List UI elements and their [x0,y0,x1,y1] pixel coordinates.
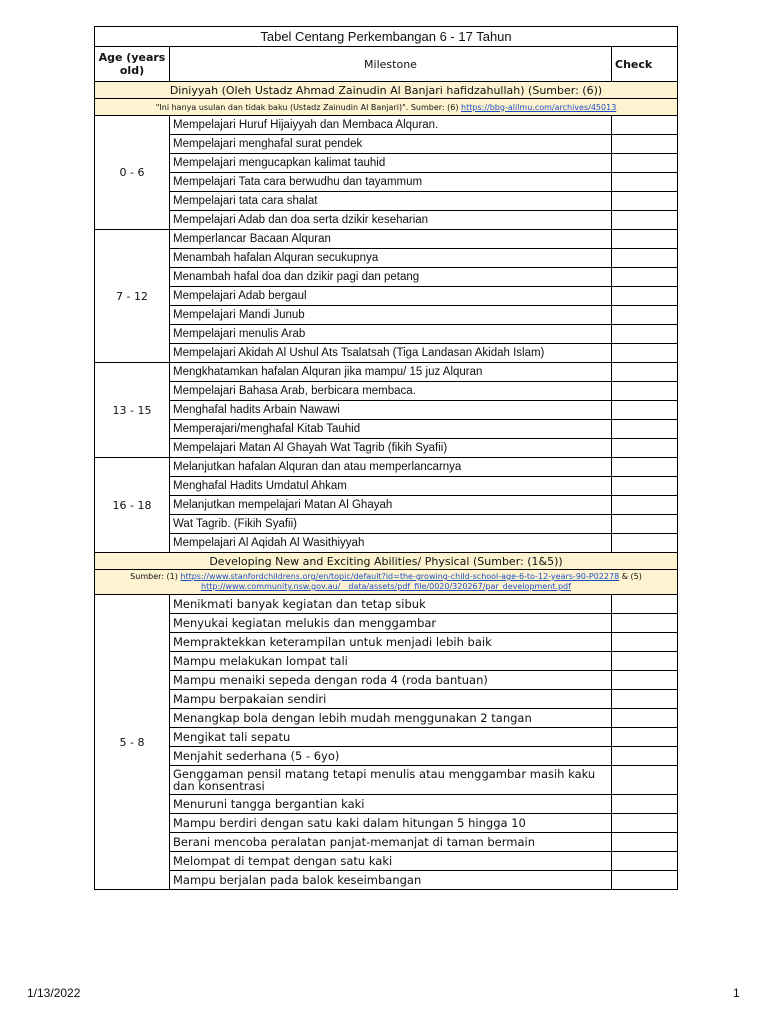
table-row [95,211,678,230]
section-header-row [95,82,678,99]
source-mid: & (5) [619,572,642,581]
table-row [95,795,678,814]
check-cell[interactable] [612,633,678,652]
table-row [95,154,678,173]
table-row [95,728,678,747]
source-prefix: Sumber: (1) [130,572,181,581]
table-row [95,477,678,496]
check-cell[interactable] [612,420,678,439]
milestone-cell: Menambah hafalan Alquran secukupnya [170,249,612,268]
table-row [95,439,678,458]
check-cell[interactable] [612,363,678,382]
table-row [95,690,678,709]
check-cell[interactable] [612,671,678,690]
milestone-cell: Mempelajari menulis Arab [170,325,612,344]
check-cell[interactable] [612,614,678,633]
print-date: 1/13/2022 [27,986,81,1000]
table-row [95,852,678,871]
check-cell[interactable] [612,795,678,814]
check-cell[interactable] [612,325,678,344]
check-column-header: Check [612,47,678,82]
milestone-cell: Mampu berpakaian sendiri [170,690,612,709]
milestone-cell: Melompat di tempat dengan satu kaki [170,852,612,871]
table-row [95,833,678,852]
milestone-cell: Mengikat tali sepatu [170,728,612,747]
check-cell[interactable] [612,728,678,747]
check-cell[interactable] [612,534,678,553]
table-row [95,325,678,344]
age-column-header: Age (years old) [95,47,170,82]
milestone-table [94,26,678,890]
table-row [95,652,678,671]
table-row [95,287,678,306]
check-cell[interactable] [612,871,678,890]
table-row [95,192,678,211]
milestone-cell: Memperajari/menghafal Kitab Tauhid [170,420,612,439]
milestone-cell: Mempelajari Akidah Al Ushul Ats Tsalatsah (Tiga Landasan Akidah Islam) [170,344,612,363]
check-cell[interactable] [612,382,678,401]
milestone-cell: Memperlancar Bacaan Alquran [170,230,612,249]
table-row [95,515,678,534]
milestone-cell: Mengkhatamkan hafalan Alquran jika mampu/ 15 juz Alquran [170,363,612,382]
check-cell[interactable] [612,833,678,852]
table-row [95,871,678,890]
table-row [95,595,678,614]
milestone-cell: Genggaman pensil matang tetapi menulis atau menggambar masih kaku dan konsentrasi [170,766,612,795]
milestone-cell: Mempelajari Tata cara berwudhu dan tayammum [170,173,612,192]
table-row [95,344,678,363]
check-cell[interactable] [612,496,678,515]
milestone-cell: Mempelajari tata cara shalat [170,192,612,211]
check-cell[interactable] [612,268,678,287]
milestone-cell: Mampu menaiki sepeda dengan roda 4 (roda bantuan) [170,671,612,690]
page-number: 1 [733,986,740,1000]
table-row [95,614,678,633]
table-row [95,633,678,652]
check-cell[interactable] [612,344,678,363]
check-cell[interactable] [612,116,678,135]
milestone-cell: Mampu berdiri dengan satu kaki dalam hitungan 5 hingga 10 [170,814,612,833]
table-row [95,306,678,325]
source-link-stanford[interactable]: https://www.stanfordchildrens.org/en/topic/default?id=the-growing-child-school-age-6-to-12-years-90-P02278 [180,572,620,581]
section-title: Diniyyah (Oleh Ustadz Ahmad Zainudin Al Banjari hafidzahullah) (Sumber: (6)) [95,82,678,99]
table-row [95,401,678,420]
source-note [95,99,678,116]
table-row [95,268,678,287]
check-cell[interactable] [612,192,678,211]
age-range-cell: 13 - 15 [95,363,170,458]
milestone-cell: Menangkap bola dengan lebih mudah menggunakan 2 tangan [170,709,612,728]
check-cell[interactable] [612,306,678,325]
table-row [95,496,678,515]
check-cell[interactable] [612,814,678,833]
check-cell[interactable] [612,595,678,614]
age-range-cell: 0 - 6 [95,116,170,230]
source-row [95,99,678,116]
milestone-cell: Melanjutkan hafalan Alquran dan atau memperlancarnya [170,458,612,477]
check-cell[interactable] [612,249,678,268]
check-cell[interactable] [612,747,678,766]
table-row [95,534,678,553]
milestone-cell: Menikmati banyak kegiatan dan tetap sibuk [170,595,612,614]
check-cell[interactable] [612,230,678,249]
source-text: "Ini hanya usulan dan tidak baku (Ustadz Zainudin Al Banjari)". Sumber: (6) [155,102,462,112]
milestone-cell: Menghafal hadits Arbain Nawawi [170,401,612,420]
milestone-cell: Melanjutkan mempelajari Matan Al Ghayah [170,496,612,515]
milestone-cell: Mempelajari Bahasa Arab, berbicara membaca. [170,382,612,401]
milestone-cell: Menghafal Hadits Umdatul Ahkam [170,477,612,496]
table-row [95,814,678,833]
table-row [95,709,678,728]
milestone-cell: Mempelajari Matan Al Ghayah Wat Tagrib (fikih Syafii) [170,439,612,458]
table-row [95,766,678,795]
table-row [95,458,678,477]
check-cell[interactable] [612,766,678,795]
check-cell[interactable] [612,154,678,173]
table-row [95,249,678,268]
table-row [95,116,678,135]
table-row [95,420,678,439]
source-link[interactable]: https://bbg-alilmu.com/archives/45013 [461,102,617,112]
source-row [95,570,678,595]
check-cell[interactable] [612,135,678,154]
milestone-cell: Wat Tagrib. (Fikih Syafii) [170,515,612,534]
age-range-cell: 7 - 12 [95,230,170,363]
milestone-cell: Menyukai kegiatan melukis dan menggambar [170,614,612,633]
check-cell[interactable] [612,401,678,420]
milestone-cell: Mempelajari mengucapkan kalimat tauhid [170,154,612,173]
milestone-cell: Mempelajari menghafal surat pendek [170,135,612,154]
check-cell[interactable] [612,515,678,534]
check-cell[interactable] [612,439,678,458]
milestone-cell: Mempelajari Huruf Hijaiyyah dan Membaca Alquran. [170,116,612,135]
table-row [95,747,678,766]
check-cell[interactable] [612,458,678,477]
age-range-cell: 5 - 8 [95,595,170,890]
check-cell[interactable] [612,690,678,709]
section-header-row [95,553,678,570]
milestone-cell: Menjahit sederhana (5 - 6yo) [170,747,612,766]
check-cell[interactable] [612,287,678,306]
check-cell[interactable] [612,652,678,671]
check-cell[interactable] [612,477,678,496]
milestone-cell: Mampu melakukan lompat tali [170,652,612,671]
milestone-column-header: Milestone [170,47,612,82]
table-title: Tabel Centang Perkembangan 6 - 17 Tahun [95,27,678,47]
check-cell[interactable] [612,709,678,728]
milestone-cell: Mempraktekkan keterampilan untuk menjadi lebih baik [170,633,612,652]
table-row [95,671,678,690]
source-note [95,570,678,595]
age-range-cell: 16 - 18 [95,458,170,553]
table-row [95,382,678,401]
table-row [95,173,678,192]
section-title: Developing New and Exciting Abilities/ Physical (Sumber: (1&5)) [95,553,678,570]
check-cell[interactable] [612,173,678,192]
check-cell[interactable] [612,211,678,230]
source-link-nsw[interactable]: http://www.community.nsw.gov.au/__data/assets/pdf_file/0020/320267/par_development.pdf [201,582,571,591]
check-cell[interactable] [612,852,678,871]
table-row [95,135,678,154]
milestone-cell: Mempelajari Al Aqidah Al Wasithiyyah [170,534,612,553]
table-row [95,363,678,382]
milestone-cell: Mampu berjalan pada balok keseimbangan [170,871,612,890]
milestone-cell: Menuruni tangga bergantian kaki [170,795,612,814]
milestone-cell: Mempelajari Mandi Junub [170,306,612,325]
table-row [95,230,678,249]
milestone-cell: Mempelajari Adab dan doa serta dzikir keseharian [170,211,612,230]
milestone-cell: Mempelajari Adab bergaul [170,287,612,306]
milestone-cell: Berani mencoba peralatan panjat-memanjat di taman bermain [170,833,612,852]
milestone-cell: Menambah hafal doa dan dzikir pagi dan petang [170,268,612,287]
